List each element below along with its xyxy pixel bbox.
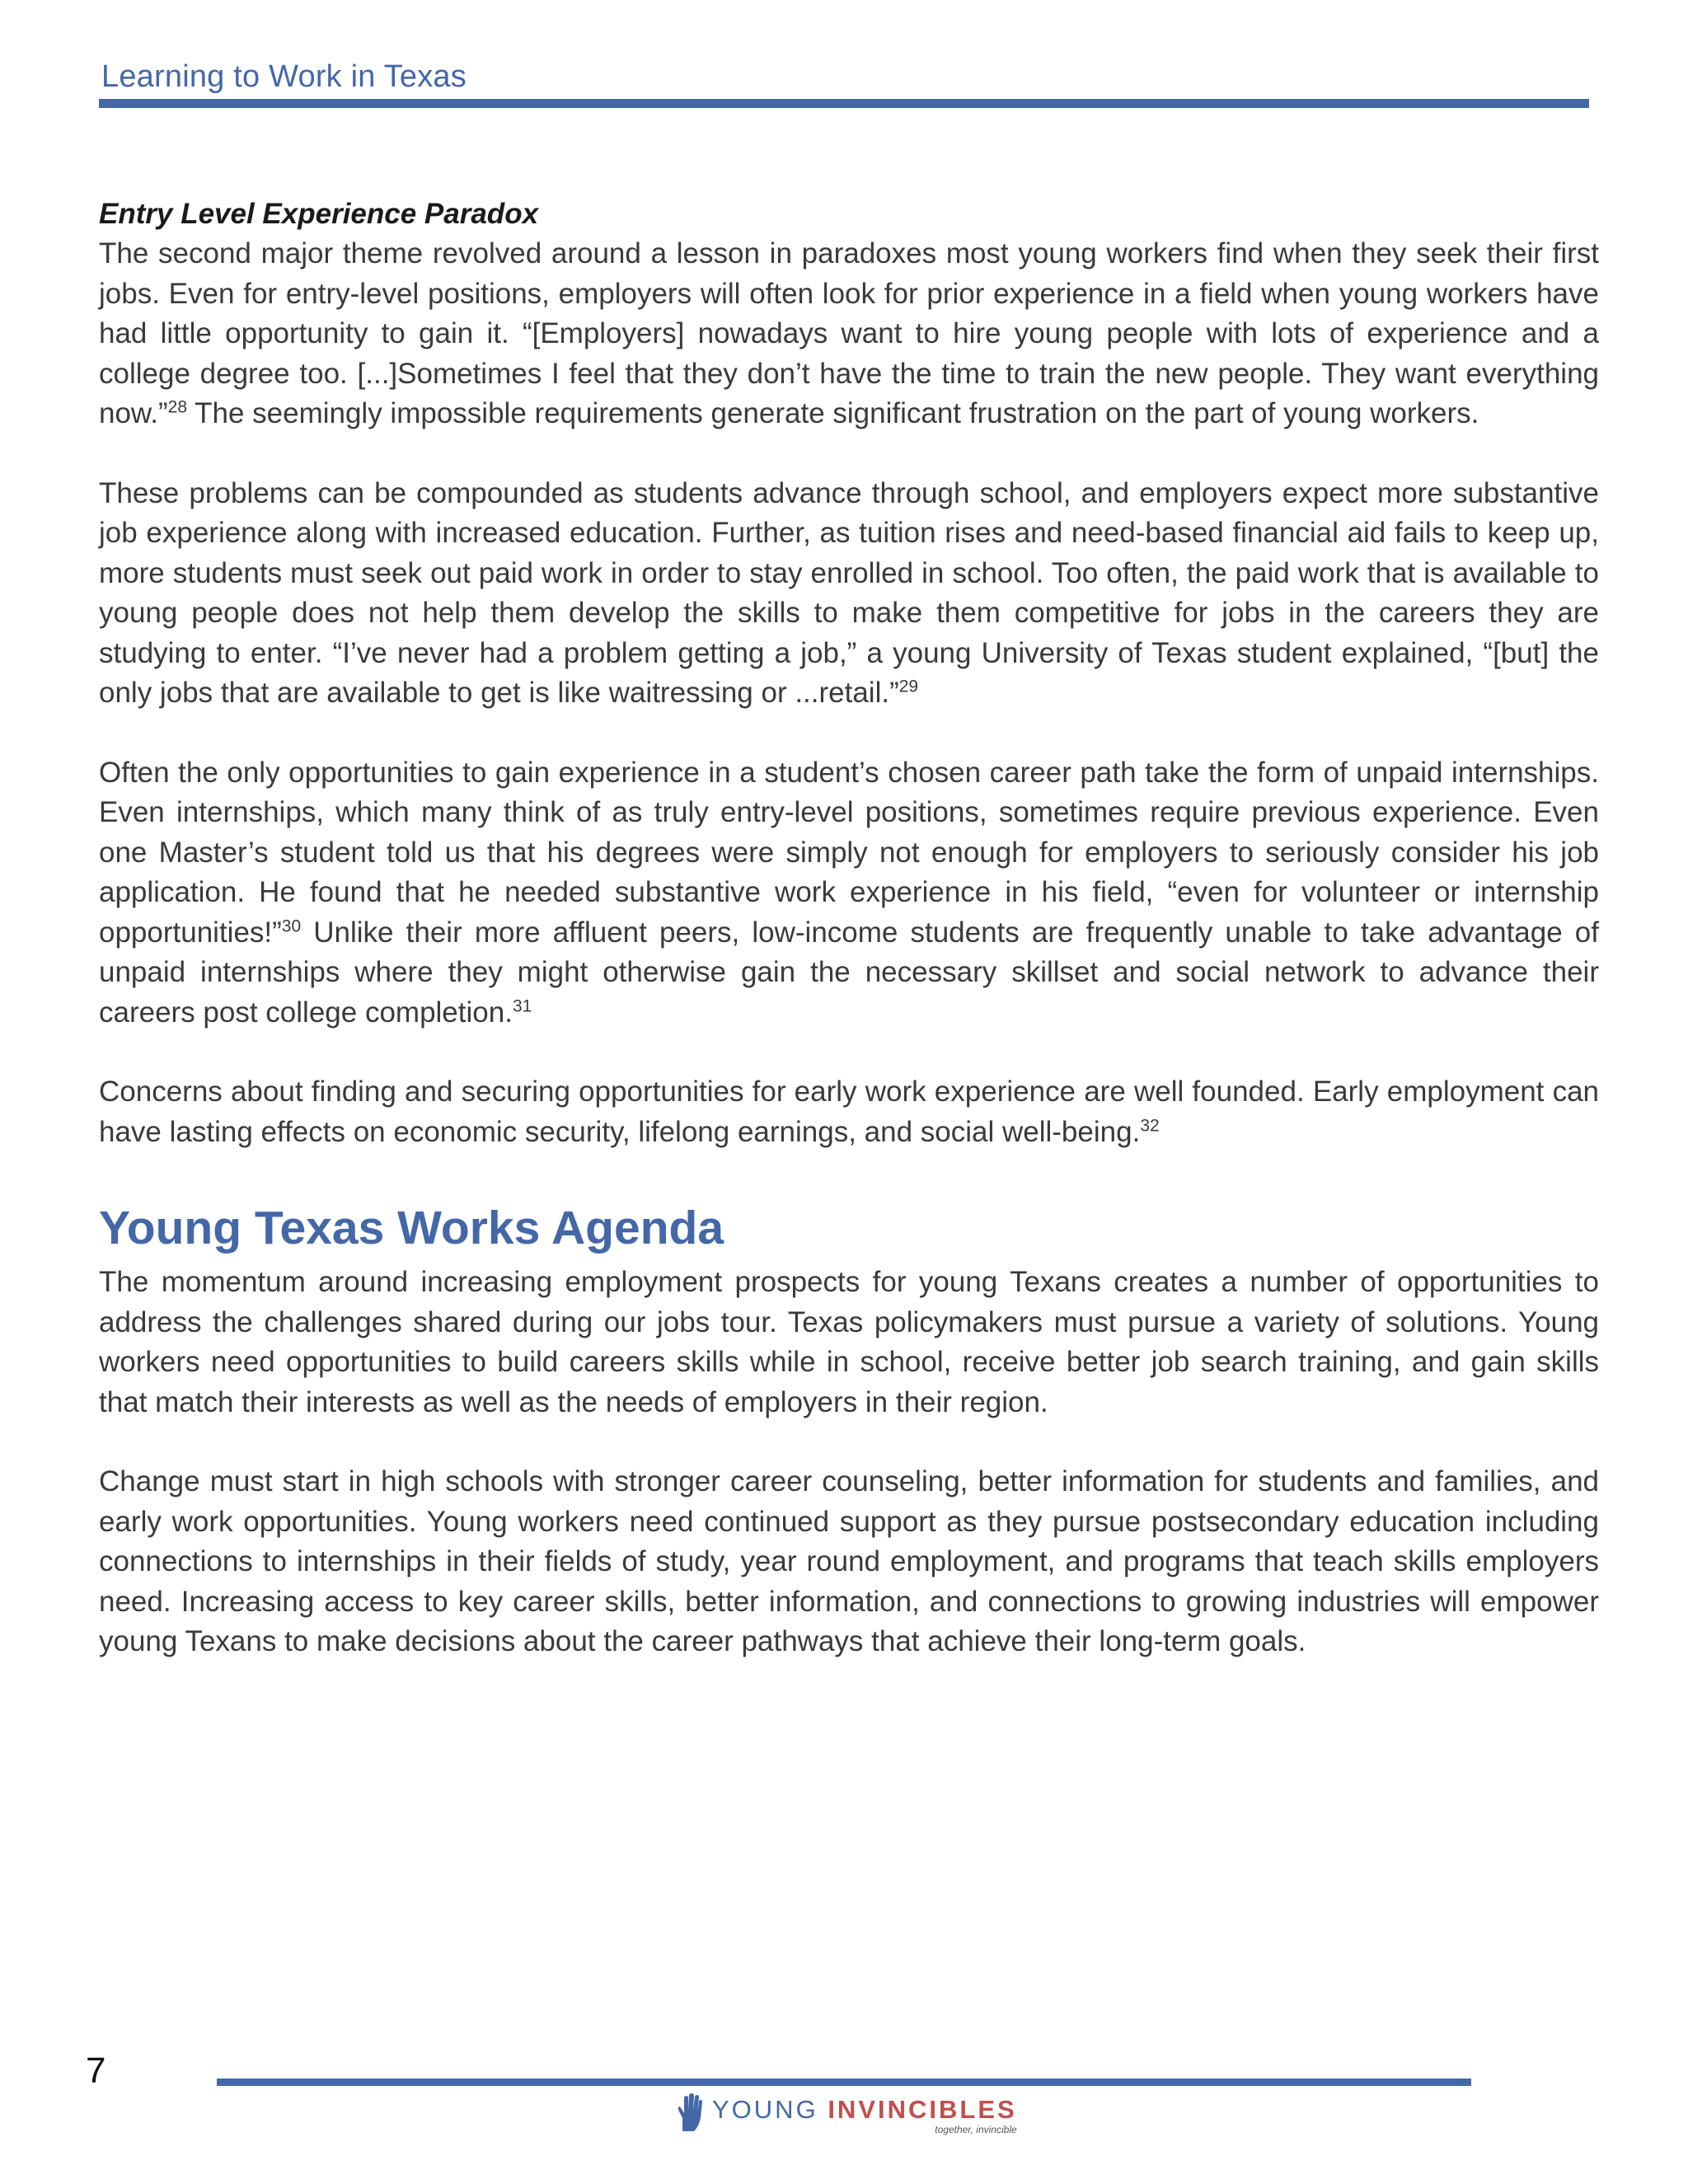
footnote-ref: 32 [1140, 1115, 1160, 1135]
paragraph-text: These problems can be compounded as students advance through school, and employers expect more substantive job experience along with increased education. Further, as tuition rises and need-based financial aid fails to keep up, more students must seek out paid work in order to stay enrolled in school. Too often, the paid work that is available to young people does not help them develop the skills to make them competitive for jobs in the careers they are studying to enter. “I’ve never had a problem getting a job,” a young University of Texas student explained, “[but] the only jobs that are available to get is like waitressing or ...retail.” [99, 476, 1599, 709]
raised-hand-icon [676, 2093, 704, 2137]
paragraph: The momentum around increasing employment prospects for young Texans creates a number of opportunities to address the challenges shared during our jobs tour. Texas policymakers must pursue a variety of solutions. Young workers need opportunities to build careers skills while in school, receive better job search training, and gain skills that match their interests as well as the needs of employers in their region. [99, 1266, 1599, 1418]
running-header-title: Learning to Work in Texas [101, 59, 467, 94]
paragraph [99, 1072, 1599, 1152]
footer-rule [217, 2079, 1471, 2086]
young-invincibles-logo [676, 2093, 1017, 2137]
logo-invincibles: INVINCIBLES [828, 2094, 1017, 2124]
paragraph-text: The second major theme revolved around a lesson in paradoxes most young workers find when they seek their first jobs. Even for entry-level positions, employers will often look for prior experience in a field when young workers have had little opportunity to gain it. “[Employers] nowadays want to hire young people with lots of experience and a college degree too. [...]Sometimes I feel that they don’t have the time to train the new people. They want everything now.” [99, 237, 1599, 429]
header-rule [99, 99, 1589, 108]
footnote-ref: 31 [512, 996, 532, 1015]
section-heading: Young Texas Works Agenda [99, 1202, 724, 1254]
footnote-ref: 28 [167, 397, 188, 417]
paragraph [99, 753, 1599, 1033]
logo-young: YOUNG [712, 2094, 818, 2124]
paragraph-text: Concerns about finding and securing opportunities for early work experience are well founded. Early employment can have lasting effects on economic security, lifelong earnings, and social well-being. [99, 1076, 1599, 1148]
footnote-ref: 29 [898, 677, 919, 696]
page-number: 7 [86, 2050, 106, 2091]
logo-text [712, 2096, 1017, 2135]
logo-tagline: together, invincible [935, 2123, 1017, 2135]
section-subheading: Entry Level Experience Paradox [99, 198, 539, 230]
logo-wordmark [712, 2096, 1017, 2124]
main-content [99, 194, 1599, 1702]
paragraph: Change must start in high schools with stronger career counseling, better information for students and families, and early work opportunities. Young workers need continued support as they pursue postsecondary education including connections to internships in their fields of study, year round employment, and programs that teach skills employers need. Increasing access to key career skills, better information, and connections to growing industries will empower young Texans to make decisions about the career pathways that achieve their long-term goals. [99, 1465, 1599, 1657]
paragraph [99, 474, 1599, 714]
paragraph-text: The seemingly impossible requirements generate significant frustration on the part of young workers. [187, 397, 1479, 429]
footnote-ref: 30 [281, 916, 302, 935]
paragraph-text: Unlike their more affluent peers, low-income students are frequently unable to take advantage of unpaid internships where they might otherwise gain the necessary skillset and social network to advance their careers post college completion. [99, 916, 1599, 1029]
paragraph-text: Often the only opportunities to gain experience in a student’s chosen career path take the form of unpaid internships. Even internships, which many think of as truly entry-level positions, sometimes require previous experience. Even one Master’s student told us that his degrees were simply not enough for employers to seriously consider his job application. He found that he needed substantive work experience in his field, “even for volunteer or internship opportunities!” [99, 756, 1599, 949]
paragraph [99, 234, 1599, 434]
